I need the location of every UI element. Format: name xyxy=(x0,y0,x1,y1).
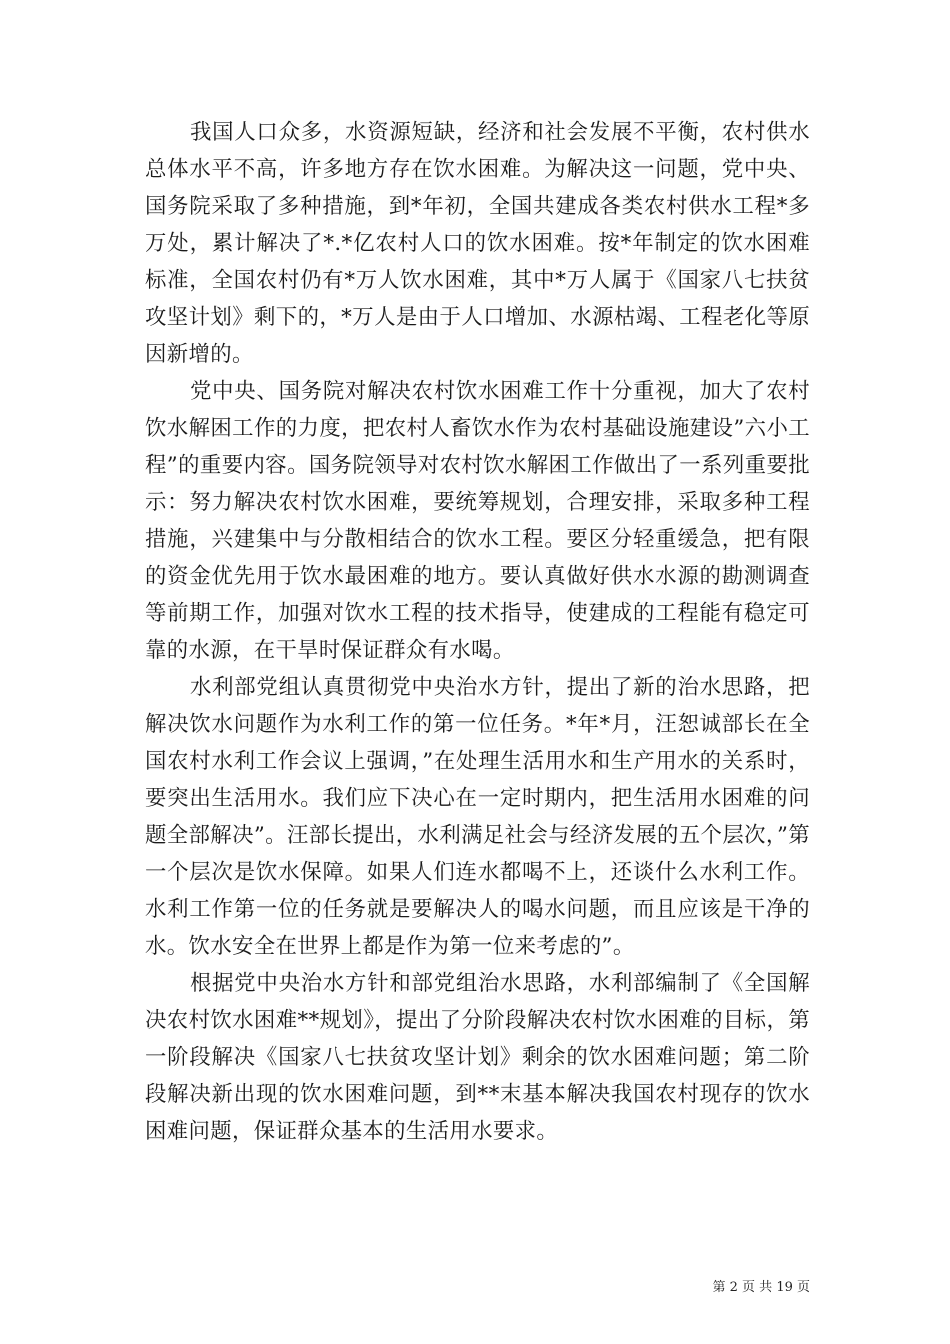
document-body xyxy=(145,114,810,1150)
page-number: 第 2 页 共 19 页 xyxy=(712,1280,810,1295)
paragraph-1: 我国人口众多，水资源短缺，经济和社会发展不平衡，农村供水总体水平不高，许多地方存在饮水困难。为解决这一问题，党中央、国务院采取了多种措施，到*年初，全国共建成各类农村供水工程*多万处，累计解决了*.*亿农村人口的饮水困难。按*年制定的饮水困难标准，全国农村仍有*万人饮水困难，其中*万人属于《国家八七扶贫攻坚计划》剩下的，*万人是由于人口增加、水源枯竭、工程老化等原因新增的。 xyxy=(145,120,810,367)
paragraph-3: 水利部党组认真贯彻党中央治水方针，提出了新的治水思路，把解决饮水问题作为水利工作的第一位任务。*年*月，汪恕诚部长在全国农村水利工作会议上强调，”在处理生活用水和生产用水的关系时，要突出生活用水。我们应下决心在一定时期内，把生活用水困难的问题全部解决”。汪部长提出，水利满足社会与经济发展的五个层次，”第一个层次是饮水保障。如果人们连水都喝不上，还谈什么水利工作。水利工作第一位的任务就是要解决人的喝水问题，而且应该是干净的水。饮水安全在世界上都是作为第一位来考虑的”。 xyxy=(145,675,810,959)
paragraph-4: 根据党中央治水方针和部党组治水思路，水利部编制了《全国解决农村饮水困难**规划》，提出了分阶段解决农村饮水困难的目标，第一阶段解决《国家八七扶贫攻坚计划》剩余的饮水困难问题；第二阶段解决新出现的饮水困难问题，到**末基本解决我国农村现存的饮水困难问题，保证群众基本的生活用水要求。 xyxy=(145,971,810,1144)
page-footer xyxy=(690,1279,810,1297)
paragraph-2: 党中央、国务院对解决农村饮水困难工作十分重视，加大了农村饮水解困工作的力度，把农村人畜饮水作为农村基础设施建设”六小工程”的重要内容。国务院领导对农村饮水解困工作做出了一系列重要批示：努力解决农村饮水困难，要统筹规划，合理安排，采取多种工程措施，兴建集中与分散相结合的饮水工程。要区分轻重缓急，把有限的资金优先用于饮水最困难的地方。要认真做好供水水源的勘测调查等前期工作，加强对饮水工程的技术指导，使建成的工程能有稳定可靠的水源，在干旱时保证群众有水喝。 xyxy=(145,379,810,663)
